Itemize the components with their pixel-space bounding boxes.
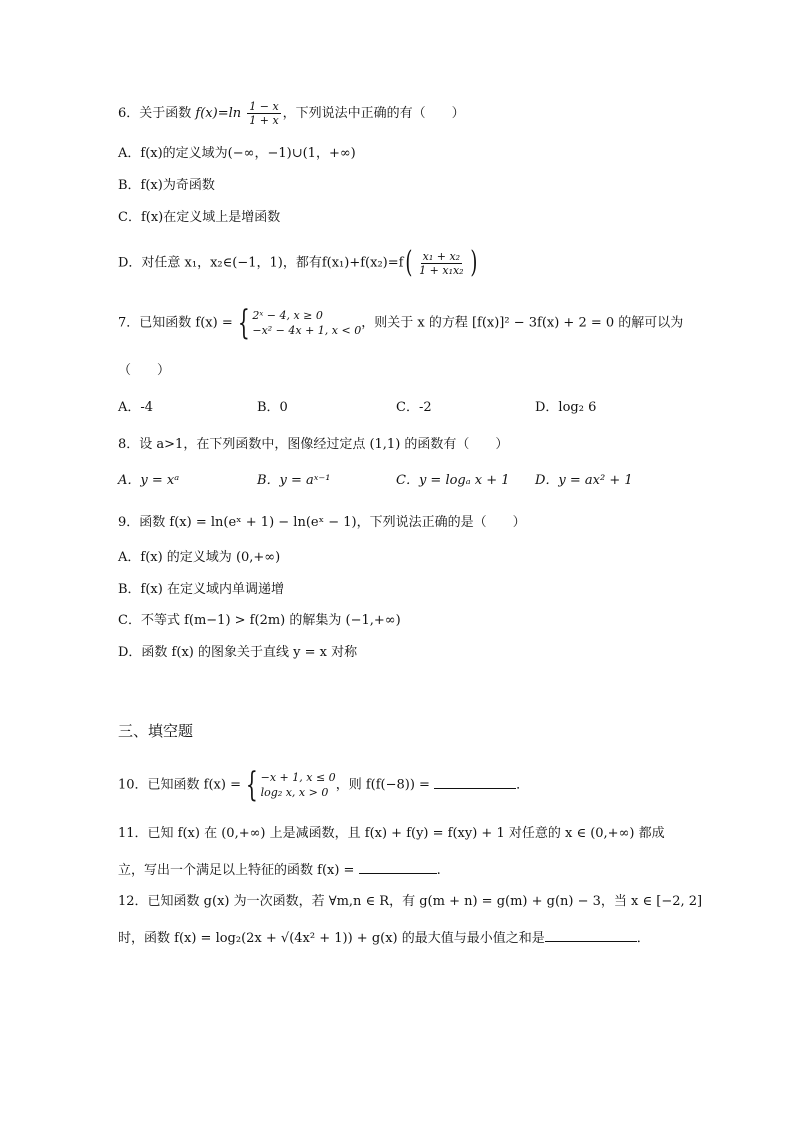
q10-prefix: 10．已知函数 f(x) = xyxy=(118,777,241,793)
q10-cases xyxy=(261,770,336,800)
q6-d-fraction xyxy=(417,250,465,277)
q6-option-b: B．f(x)为奇函数 xyxy=(118,178,215,193)
q6-option-d xyxy=(118,245,479,280)
q10-suffix: ，则 f(f(−8)) = xyxy=(335,777,435,793)
q11-answer-blank[interactable] xyxy=(359,861,437,874)
q11-line-1: 11．已知 f(x) 在 (0,+∞) 上是减函数，且 f(x) + f(y) = f(xy) + 1 对任意的 x ∈ (0,+∞) 都成 xyxy=(118,826,665,841)
section-title-fill-in: 三、填空题 xyxy=(118,722,194,740)
q6-d-num: x₁ + x₂ xyxy=(422,249,461,263)
q10-end: ． xyxy=(516,777,530,793)
q6-func: f(x)=ln xyxy=(195,106,246,121)
q6-option-c: C．f(x)在定义域上是增函数 xyxy=(118,210,281,225)
q7-suffix: ，则关于 x 的方程 [f(x)]² − 3f(x) + 2 = 0 的解可以为 xyxy=(361,315,684,331)
q10-piecewise xyxy=(241,765,336,805)
q7-brace: { xyxy=(237,303,250,343)
q6-frac-den: 1 + x xyxy=(249,114,279,127)
q6-fraction xyxy=(247,100,280,127)
q7-cases xyxy=(252,308,361,338)
q8-option-d: D．y = ax² + 1 xyxy=(535,473,633,488)
q12-line-2 xyxy=(118,929,650,948)
q7-option-a: A．-4 xyxy=(118,400,154,415)
q7-piecewise xyxy=(233,303,362,343)
q6-suffix: ，下列说法中正确的有（ ） xyxy=(282,106,465,121)
q8-option-c: C．y = logₐ x + 1 xyxy=(396,473,510,488)
q10-answer-blank[interactable] xyxy=(434,776,516,789)
q10-brace: { xyxy=(245,765,258,805)
q12-line-2-text: 时，函数 f(x) = log₂(2x + √(4x² + 1)) + g(x) 的最大值与最小值之和是 xyxy=(118,931,545,946)
question-8-stem: 8．设 a>1，在下列函数中，图像经过定点 (1,1) 的函数有（ ） xyxy=(118,437,509,452)
q6-option-a: A．f(x)的定义域为(−∞，−1)∪(1，+∞) xyxy=(118,146,356,161)
q6-prefix: 6．关于函数 xyxy=(118,106,196,121)
q7-prefix: 7．已知函数 f(x) = xyxy=(118,315,233,331)
q8-option-a: A．y = xᵃ xyxy=(118,473,180,488)
q10-case-2: log₂ x, x > 0 xyxy=(260,786,329,799)
q9-option-b: B．f(x) 在定义域内单调递增 xyxy=(118,582,284,597)
q12-answer-blank[interactable] xyxy=(545,929,637,942)
q11-line-2 xyxy=(118,861,441,880)
q12-line-1: 12．已知函数 g(x) 为一次函数，若 ∀m,n ∈ R，有 g(m + n) = g(m) + g(n) − 3，当 x ∈ [−2, 2] xyxy=(118,894,703,909)
q6-d-prefix: D．对任意 x₁，x₂∈(−1，1)，都有f(x₁)+f(x₂)=f xyxy=(118,255,404,271)
q9-option-d: D．函数 f(x) 的图象关于直线 y = x 对称 xyxy=(118,645,358,660)
question-9-stem: 9．函数 f(x) = ln(eˣ + 1) − ln(eˣ − 1)，下列说法正确的是（ ） xyxy=(118,515,526,530)
q10-case-1: −x + 1, x ≤ 0 xyxy=(260,771,336,784)
q7-option-d: D．log₂ 6 xyxy=(535,400,597,415)
q9-option-a: A．f(x) 的定义域为 (0,+∞) xyxy=(118,550,281,565)
q8-option-b: B．y = aˣ⁻¹ xyxy=(257,473,331,488)
q6-d-right-paren: ) xyxy=(469,245,477,280)
q6-frac-num: 1 − x xyxy=(249,100,279,113)
question-7-stem xyxy=(118,303,684,343)
question-10-stem xyxy=(118,765,530,805)
q6-d-den: 1 + x₁x₂ xyxy=(419,263,464,277)
q9-option-c: C．不等式 f(m−1) > f(2m) 的解集为 (−1,+∞) xyxy=(118,613,401,628)
q11-line-2-text: 立，写出一个满足以上特征的函数 f(x) = xyxy=(118,863,359,878)
q11-end: . xyxy=(436,863,441,878)
q12-end: ． xyxy=(636,931,650,946)
q7-case-1: 2ˣ − 4, x ≥ 0 xyxy=(252,309,323,322)
q7-option-b: B．0 xyxy=(257,400,288,415)
q7-answer-paren: （ ） xyxy=(118,363,171,378)
q7-case-2: −x² − 4x + 1, x < 0 xyxy=(252,324,362,337)
q7-option-c: C．-2 xyxy=(396,400,432,415)
question-6-stem xyxy=(118,100,465,127)
q6-d-left-paren: ( xyxy=(405,245,413,280)
